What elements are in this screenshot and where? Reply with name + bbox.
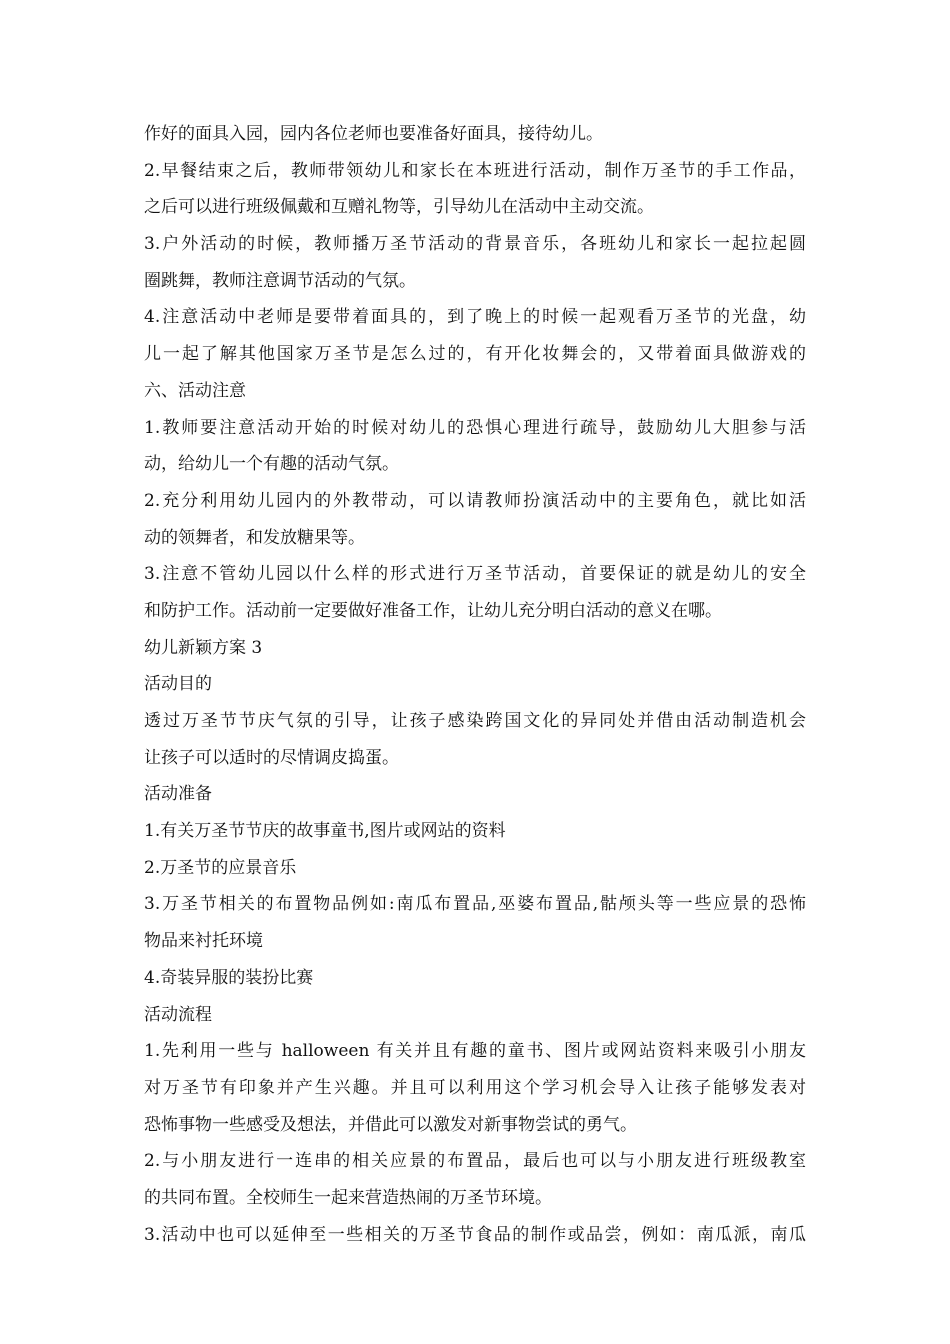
text-line: 4.注意活动中老师是要带着面具的，到了晚上的时候一起观看万圣节的光盘，幼 <box>144 307 806 328</box>
text-line: 活动目的 <box>144 674 212 695</box>
text-line: 儿一起了解其他国家万圣节是怎么过的，有开化妆舞会的，又带着面具做游戏的 <box>144 344 806 365</box>
text-line: 圈跳舞，教师注意调节活动的气氛。 <box>144 270 416 291</box>
text-line: 1.教师要注意活动开始的时候对幼儿的恐惧心理进行疏导，鼓励幼儿大胆参与活 <box>144 417 806 438</box>
text-line: 对万圣节有印象并产生兴趣。并且可以利用这个学习机会导入让孩子能够发表对 <box>144 1077 806 1098</box>
text-line: 活动准备 <box>144 784 212 805</box>
text-line: 1.先利用一些与 halloween 有关并且有趣的童书、图片或网站资料来吸引小朋友 <box>144 1041 806 1062</box>
text-line: 物品来衬托环境 <box>144 931 263 952</box>
text-line: 3.活动中也可以延伸至一些相关的万圣节食品的制作或品尝，例如：南瓜派，南瓜 <box>144 1224 806 1245</box>
text-line: 作好的面具入园，园内各位老师也要准备好面具，接待幼儿。 <box>144 124 603 144</box>
text-line: 恐怖事物一些感受及想法，并借此可以激发对新事物尝试的勇气。 <box>144 1114 637 1135</box>
text-line: 活动流程 <box>144 1004 212 1025</box>
text-line: 2.早餐结束之后，教师带领幼儿和家长在本班进行活动，制作万圣节的手工作品， <box>144 160 806 181</box>
text-line: 动，给幼儿一个有趣的活动气氛。 <box>144 454 399 475</box>
text-line: 1.有关万圣节节庆的故事童书,图片或网站的资料 <box>144 821 506 842</box>
text-line: 2.与小朋友进行一连串的相关应景的布置品，最后也可以与小朋友进行班级教室 <box>144 1151 806 1172</box>
text-line: 和防护工作。活动前一定要做好准备工作，让幼儿充分明白活动的意义在哪。 <box>144 600 722 621</box>
text-line: 4.奇装异服的装扮比赛 <box>144 967 314 988</box>
text-line: 动的领舞者，和发放糖果等。 <box>144 527 365 548</box>
text-line: 2.万圣节的应景音乐 <box>144 857 297 878</box>
text-line: 六、活动注意 <box>144 380 246 401</box>
document-body <box>144 116 806 1253</box>
text-line: 之后可以进行班级佩戴和互赠礼物等，引导幼儿在活动中主动交流。 <box>144 197 654 218</box>
text-line: 2.充分利用幼儿园内的外教带动，可以请教师扮演活动中的主要角色，就比如活 <box>144 490 806 511</box>
text-line: 的共同布置。全校师生一起来营造热闹的万圣节环境。 <box>144 1187 552 1208</box>
text-line: 让孩子可以适时的尽情调皮捣蛋。 <box>144 747 399 768</box>
text-line: 3.万圣节相关的布置物品例如:南瓜布置品,巫婆布置品,骷颅头等一些应景的恐怖 <box>144 894 806 915</box>
text-line: 3.注意不管幼儿园以什么样的形式进行万圣节活动，首要保证的就是幼儿的安全 <box>144 564 806 585</box>
text-line: 3.户外活动的时候，教师播万圣节活动的背景音乐，各班幼儿和家长一起拉起圆 <box>144 234 806 255</box>
text-line: 幼儿新颖方案 3 <box>144 637 263 658</box>
text-line: 透过万圣节节庆气氛的引导，让孩子感染跨国文化的异同处并借由活动制造机会 <box>144 711 806 731</box>
